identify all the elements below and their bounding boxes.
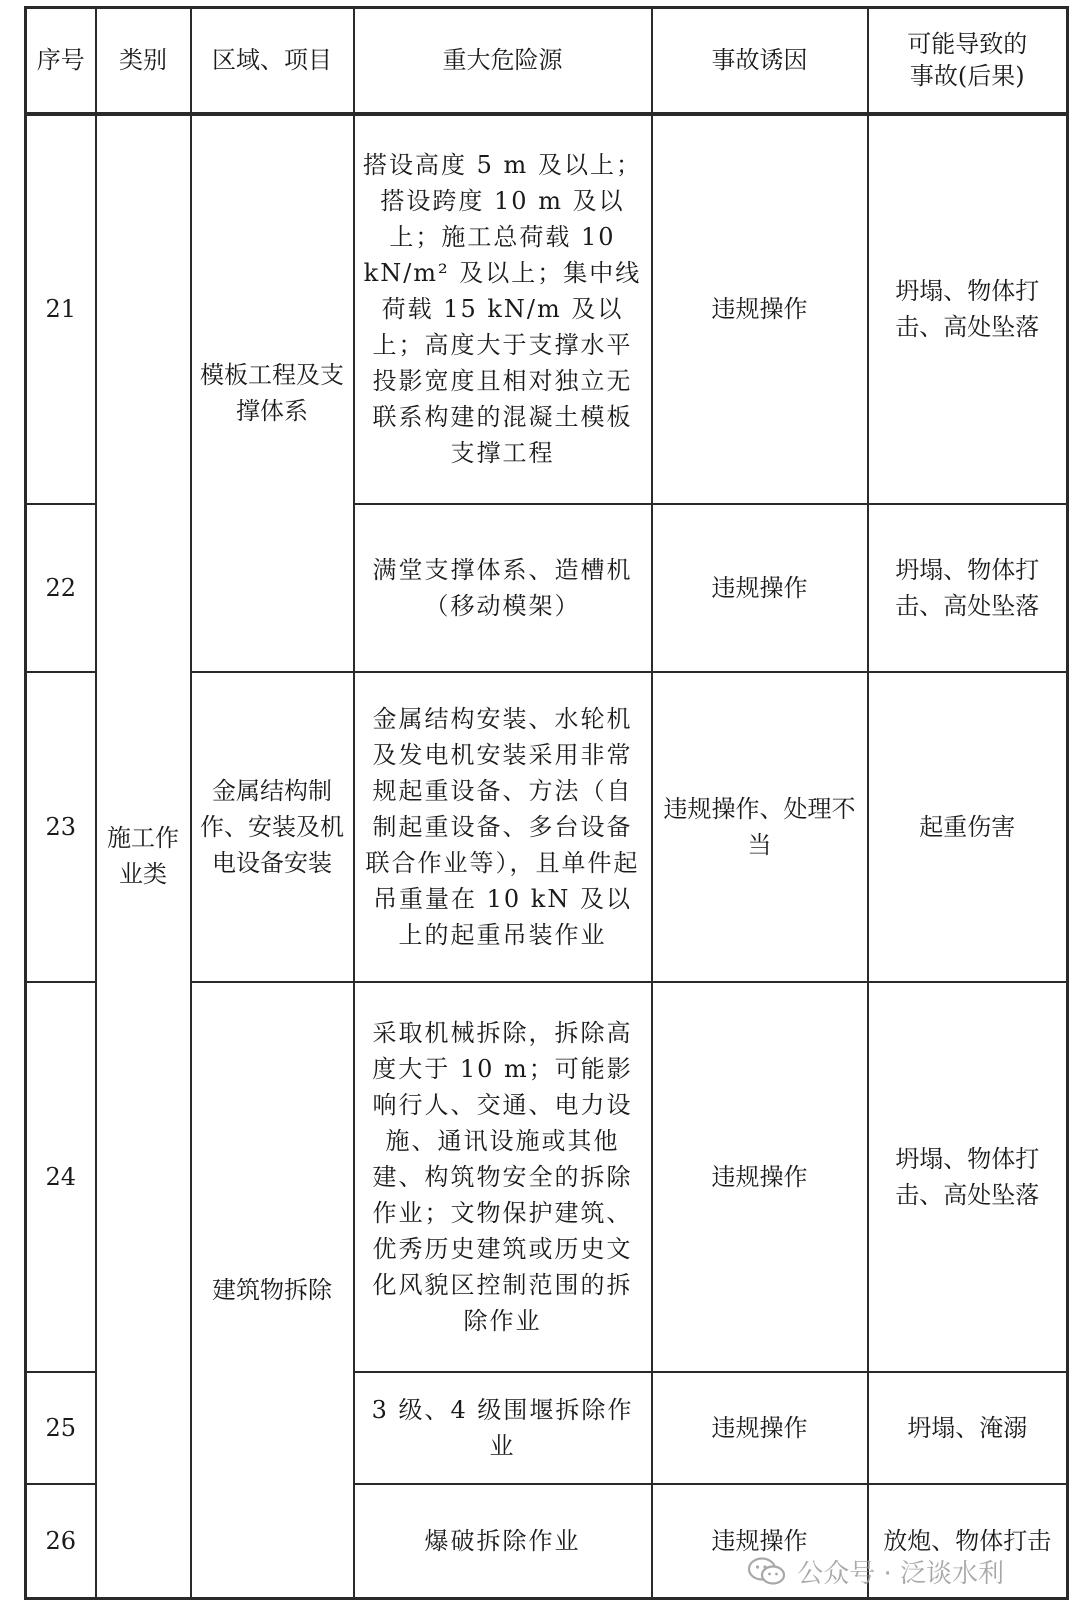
cause-cell: 违规操作 — [652, 114, 868, 504]
area-cell: 金属结构制作、安装及机电设备安装 — [191, 672, 354, 981]
consequence-cell: 坍塌、物体打击、高处坠落 — [868, 982, 1068, 1372]
hazard-cell: 采取机械拆除，拆除高度大于 10 m；可能影响行人、交通、电力设施、通讯设施或其他建、构筑物安全的拆除作业；文物保护建筑、优秀历史建筑或历史文化风貌区控制范围的拆除作业 — [354, 982, 652, 1372]
consequence-cell: 起重伤害 — [868, 672, 1068, 981]
hazard-cell: 金属结构安装、水轮机及发电机安装采用非常规起重设备、方法（自制起重设备、多台设备联合作业等），且单件起吊重量在 10 kN 及以上的起重吊装作业 — [354, 672, 652, 981]
header-category: 类别 — [96, 8, 191, 114]
header-consequence — [868, 8, 1068, 114]
header-no: 序号 — [26, 8, 96, 114]
watermark — [747, 1553, 1004, 1590]
wechat-icon — [747, 1556, 787, 1588]
row-number: 26 — [26, 1484, 96, 1598]
row-number: 25 — [26, 1372, 96, 1484]
table-row — [26, 114, 1068, 504]
cause-cell: 违规操作、处理不当 — [652, 672, 868, 981]
header-consequence-line1: 可能导致的 — [907, 30, 1028, 59]
consequence-cell: 坍塌、淹溺 — [868, 1372, 1068, 1484]
watermark-text: 公众号 · 泛谈水利 — [797, 1559, 1004, 1589]
row-number: 24 — [26, 982, 96, 1372]
row-number: 21 — [26, 114, 96, 504]
area-cell: 模板工程及支撑体系 — [191, 114, 354, 673]
consequence-cell: 放炮、物体打击 — [868, 1484, 1068, 1598]
row-number: 23 — [26, 672, 96, 981]
hazard-cell: 满堂支撑体系、造槽机（移动模架） — [354, 504, 652, 672]
cause-cell: 违规操作 — [652, 1484, 868, 1598]
header-area: 区域、项目 — [191, 8, 354, 114]
hazard-cell: 爆破拆除作业 — [354, 1484, 652, 1598]
hazard-cell: 搭设高度 5 m 及以上；搭设跨度 10 m 及以上；施工总荷载 10 kN/m² 及以上；集中线荷载 15 kN/m 及以上；高度大于支撑水平投影宽度且相对独立无联系构建的混凝土模板支撑工程 — [354, 114, 652, 504]
consequence-cell: 坍塌、物体打击、高处坠落 — [868, 114, 1068, 504]
hazard-cell: 3 级、4 级围堰拆除作业 — [354, 1372, 652, 1484]
hazard-table — [24, 6, 1069, 1600]
category-cell: 施工作业类 — [96, 114, 191, 1599]
consequence-cell: 坍塌、物体打击、高处坠落 — [868, 504, 1068, 672]
cause-cell: 违规操作 — [652, 1372, 868, 1484]
cause-cell: 违规操作 — [652, 504, 868, 672]
header-consequence-line2: 事故(后果) — [909, 62, 1025, 91]
row-number: 22 — [26, 504, 96, 672]
area-cell: 建筑物拆除 — [191, 982, 354, 1599]
cause-cell: 违规操作 — [652, 982, 868, 1372]
header-hazard: 重大危险源 — [354, 8, 652, 114]
header-cause: 事故诱因 — [652, 8, 868, 114]
header-row — [26, 8, 1068, 114]
